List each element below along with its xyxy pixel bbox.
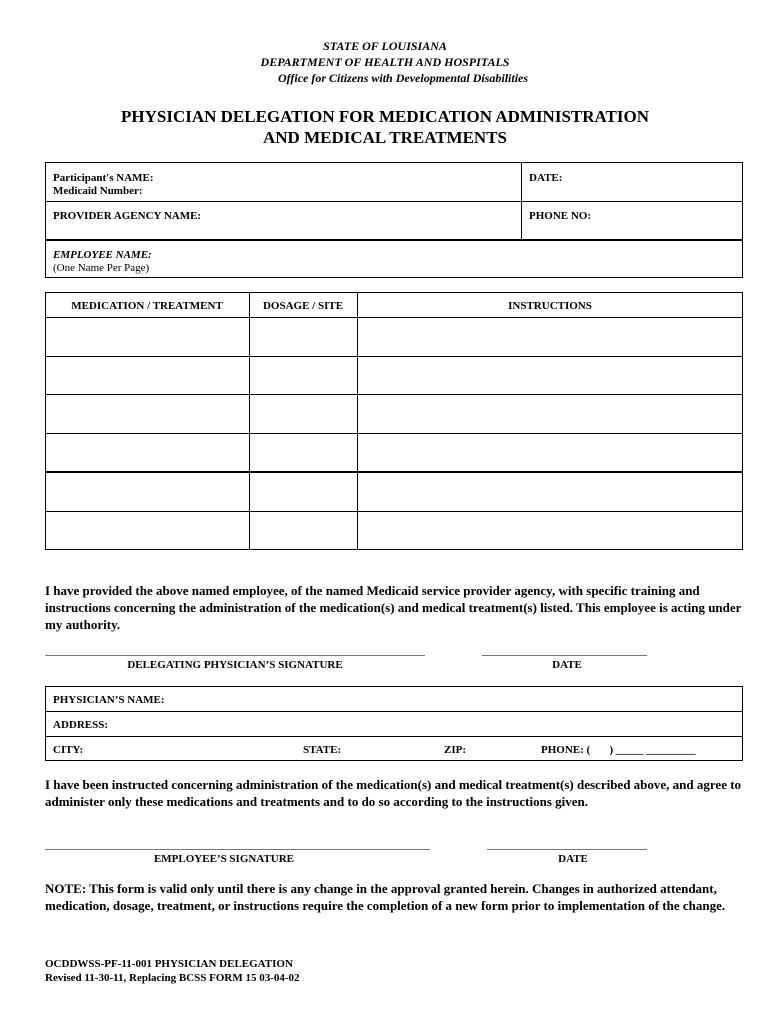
employee-name-note: (One Name Per Page) — [53, 262, 150, 274]
medication-cell[interactable] — [46, 395, 249, 433]
medication-cell[interactable] — [46, 473, 249, 511]
instructions-cell[interactable] — [358, 318, 742, 356]
instructions-cell[interactable] — [358, 357, 742, 394]
provider-agency-label: PROVIDER AGENCY NAME: — [53, 210, 202, 222]
office-name: Office for Citizens with Developmental Disabilities — [277, 71, 529, 85]
form-id: OCDDWSS-PF-11-001 PHYSICIAN DELEGATION — [45, 958, 293, 970]
form-title-line2: AND MEDICAL TREATMENTS — [262, 128, 508, 147]
instructions-cell[interactable] — [358, 434, 742, 471]
dosage-cell[interactable] — [250, 395, 357, 433]
state-label: STATE: — [303, 744, 342, 756]
employee-name-label: EMPLOYEE NAME: — [53, 249, 152, 261]
department-name: DEPARTMENT OF HEALTH AND HOSPITALS — [260, 55, 510, 69]
column-header-instructions: INSTRUCTIONS — [508, 300, 592, 312]
employee-signature-label: EMPLOYEE’S SIGNATURE — [153, 853, 295, 865]
revision-info: Revised 11-30-11, Replacing BCSS FORM 15 03-04-02 — [45, 972, 300, 984]
physician-date-label: DATE — [552, 659, 582, 671]
physician-name-label: PHYSICIAN’S NAME: — [53, 694, 165, 706]
instructions-cell[interactable] — [358, 395, 742, 433]
physician-phone-label: PHONE: ( ) _____ _________ — [541, 744, 696, 756]
column-header-medication: MEDICATION / TREATMENT — [71, 300, 223, 312]
instructions-cell[interactable] — [358, 512, 742, 549]
dosage-cell[interactable] — [250, 318, 357, 356]
dosage-cell[interactable] — [250, 434, 357, 471]
zip-label: ZIP: — [444, 744, 466, 756]
validity-note: NOTE: This form is valid only until there is any change in the approval granted herein. Changes in authorized attendant, medication, dosage, treatment, or instructions require the completion of a new form prior to implementation of the change. — [45, 881, 726, 913]
medicaid-number-label: Medicaid Number: — [53, 185, 143, 197]
physician-signature-label: DELEGATING PHYSICIAN’S SIGNATURE — [127, 659, 343, 671]
address-field[interactable] — [46, 712, 742, 736]
physician-date-line[interactable] — [482, 655, 647, 656]
dosage-cell[interactable] — [250, 512, 357, 549]
instructions-cell[interactable] — [358, 473, 742, 511]
medication-cell[interactable] — [46, 318, 249, 356]
form-title-line1: PHYSICIAN DELEGATION FOR MEDICATION ADMINISTRATION — [120, 107, 649, 126]
medication-cell[interactable] — [46, 434, 249, 471]
phone-label: PHONE NO: — [529, 210, 592, 222]
city-label: CITY: — [53, 744, 84, 756]
employee-signature-line[interactable] — [45, 849, 430, 850]
employee-statement: I have been instructed concerning administration of the medication(s) and medical treatment(s) described above, and agree to administer only these medications and treatments and to do so according to the instructions given. — [45, 777, 742, 809]
participant-name-label: Participant's NAME: — [53, 172, 154, 184]
dosage-cell[interactable] — [250, 357, 357, 394]
employee-date-label: DATE — [558, 853, 588, 865]
column-header-dosage: DOSAGE / SITE — [262, 300, 344, 312]
address-label: ADDRESS: — [53, 719, 109, 731]
employee-date-line[interactable] — [487, 849, 647, 850]
physician-statement: I have provided the above named employee, of the named Medicaid service provider agency, with specific training and instructions concerning the administration of the medication(s) and medical treatment(s) listed. This employee is acting under my authority. — [45, 583, 742, 632]
dosage-cell[interactable] — [250, 473, 357, 511]
date-label: DATE: — [529, 172, 563, 184]
medication-cell[interactable] — [46, 512, 249, 549]
physician-signature-line[interactable] — [45, 655, 425, 656]
medication-cell[interactable] — [46, 357, 249, 394]
state-name: STATE OF LOUISIANA — [323, 39, 447, 53]
